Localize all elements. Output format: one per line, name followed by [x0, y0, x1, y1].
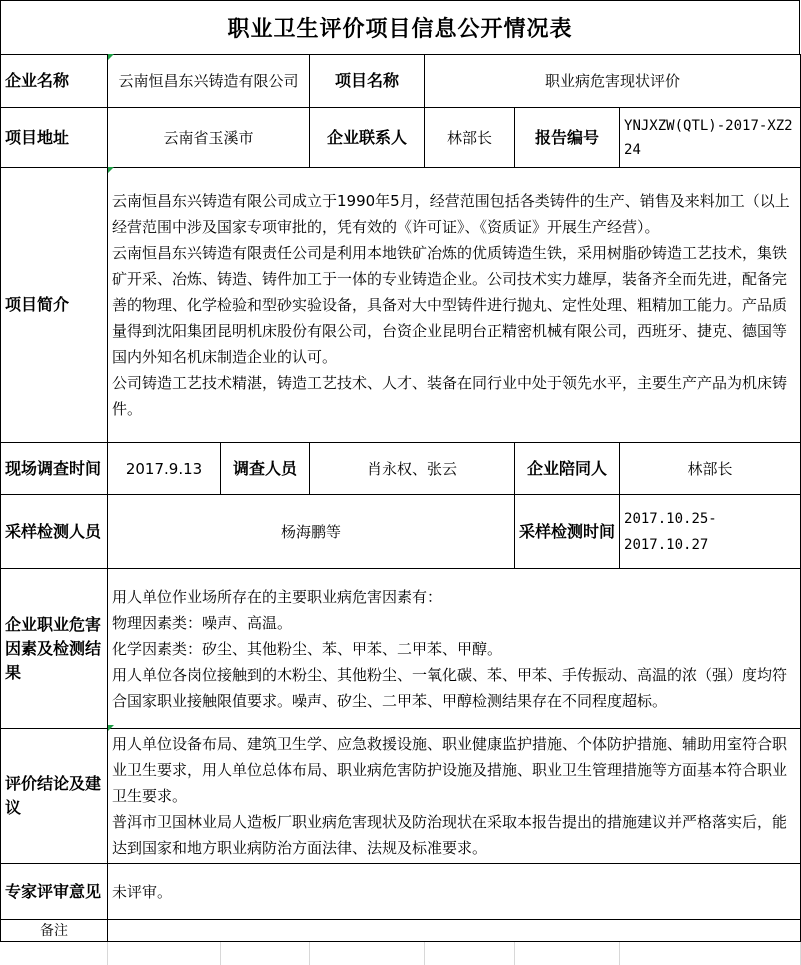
- report-number-value: YNJXZW(QTL)-2017-XZ224: [620, 108, 801, 168]
- hazards-label: 企业职业危害因素及检测结果: [1, 569, 108, 729]
- survey-staff-label: 调查人员: [221, 443, 310, 495]
- review-value: 未评审。: [108, 864, 801, 920]
- survey-time-value: 2017.9.13: [108, 443, 221, 495]
- sampling-staff-label: 采样检测人员: [1, 495, 108, 569]
- conclusion-label: 评价结论及建议: [1, 729, 108, 864]
- conclusion-text: [108, 729, 801, 864]
- remark-value: [108, 920, 801, 942]
- remark-label: 备注: [1, 920, 108, 942]
- row-company: [1, 55, 801, 108]
- intro-paragraph: 云南恒昌东兴铸造有限公司成立于1990年5月，经营范围包括各类铸件的生产、销售及来料加工（以上经营范围中涉及国家专项审批的，凭有效的《许可证》、《资质证》开展生产经营）。: [112, 192, 790, 236]
- info-table: [0, 54, 801, 942]
- intro-label: 项目简介: [1, 168, 108, 443]
- escort-value: 林部长: [620, 443, 801, 495]
- hazards-text: [108, 569, 801, 729]
- intro-text: [108, 168, 801, 443]
- company-value: 云南恒昌东兴铸造有限公司: [108, 55, 310, 108]
- address-label: 项目地址: [1, 108, 108, 168]
- project-name-value: 职业病危害现状评价: [425, 55, 801, 108]
- sampling-staff-value: 杨海鹏等: [108, 495, 515, 569]
- intro-paragraph: 云南恒昌东兴铸造有限责任公司是利用本地铁矿冶炼的优质铸造生铁，采用树脂砂铸造工艺技术，集铁矿开采、冶炼、铸造、铸件加工于一体的专业铸造企业。公司技术实力雄厚，装备齐全而先进，配备完善的物理、化学检验和型砂实验设备，具备对大中型铸件进行抛丸、定性处理、粗精加工能力。产品质量得到沈阳集团昆明机床股份有限公司，台资企业昆明台正精密机械有限公司，西班牙、捷克、德国等国内外知名机床制造企业的认可。: [112, 244, 788, 366]
- row-sampling: [1, 495, 801, 569]
- contact-value: 林部长: [425, 108, 515, 168]
- row-intro: [1, 168, 801, 443]
- report-number-label: 报告编号: [515, 108, 620, 168]
- intro-paragraph: 公司铸造工艺技术精湛，铸造工艺技术、人才、装备在同行业中处于领先水平，主要生产产品为机床铸件。: [112, 374, 788, 418]
- hazards-paragraph: 化学因素类：矽尘、其他粉尘、苯、甲苯、二甲苯、甲醇。: [112, 639, 503, 658]
- sampling-time-value: 2017.10.25-2017.10.27: [620, 495, 801, 569]
- row-remark: [1, 920, 801, 942]
- sampling-time-label: 采样检测时间: [515, 495, 620, 569]
- row-address: [1, 108, 801, 168]
- row-review: [1, 864, 801, 920]
- conclusion-paragraph: 用人单位设备布局、建筑卫生学、应急救援设施、职业健康监护措施、个体防护措施、辅助用室符合职业卫生要求，用人单位总体布局、职业病危害防护设施及措施、职业卫生管理措施等方面基本符合职业卫生要求。: [112, 735, 788, 805]
- survey-staff-value: 肖永权、张云: [310, 443, 515, 495]
- hazards-paragraph: 用人单位作业场所存在的主要职业病危害因素有：: [112, 587, 443, 606]
- sheet-gridlines: [0, 942, 801, 965]
- row-hazards: [1, 569, 801, 729]
- project-name-label: 项目名称: [310, 55, 425, 108]
- escort-label: 企业陪同人: [515, 443, 620, 495]
- address-value: 云南省玉溪市: [108, 108, 310, 168]
- review-label: 专家评审意见: [1, 864, 108, 920]
- row-survey: [1, 443, 801, 495]
- survey-time-label: 现场调查时间: [1, 443, 108, 495]
- row-conclusion: [1, 729, 801, 864]
- comment-marker-icon: [108, 167, 114, 173]
- hazards-paragraph: 用人单位各岗位接触到的木粉尘、其他粉尘、一氧化碳、苯、甲苯、手传振动、高温的浓（强）度均符合国家职业接触限值要求。噪声、矽尘、二甲苯、甲醇检测结果存在不同程度超标。: [112, 665, 788, 710]
- comment-marker-icon: [108, 725, 114, 731]
- conclusion-paragraph: 普洱市卫国林业局人造板厂职业病危害现状及防治现状在采取本报告提出的措施建议并严格落实后，能达到国家和地方职业病防治方面法律、法规及标准要求。: [112, 813, 788, 857]
- hazards-paragraph: 物理因素类：噪声、高温。: [112, 613, 293, 632]
- company-label: 企业名称: [1, 55, 108, 108]
- comment-marker-icon: [108, 54, 114, 60]
- contact-label: 企业联系人: [310, 108, 425, 168]
- page-title: 职业卫生评价项目信息公开情况表: [0, 0, 800, 54]
